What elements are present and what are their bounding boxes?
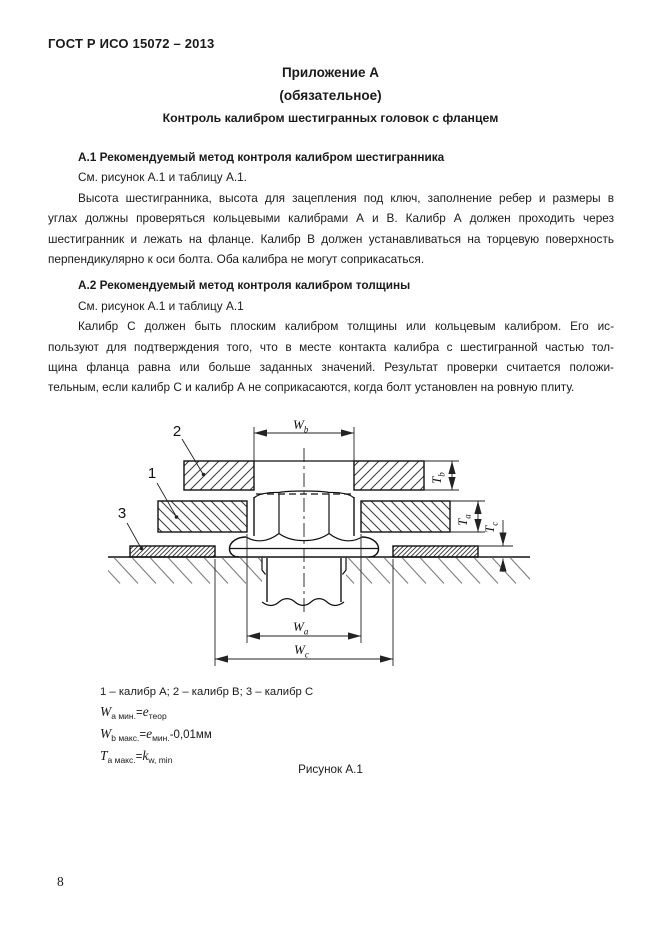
callout-3 (118, 505, 143, 550)
dimension-tb (424, 461, 459, 490)
paragraph-line: тельным, если калибр С и калибр А не соприкасаются, когда болт установлен на ровную плиту. (48, 380, 575, 395)
svg-text:Tc: $T_c$ (482, 521, 500, 533)
section-a2-see: См. рисунок А.1 и таблицу А.1 (78, 298, 244, 313)
svg-text:2: 2 (172, 423, 182, 440)
svg-text:1: 1 (147, 465, 157, 482)
dimension-tc (478, 520, 513, 572)
appendix-title: Приложение А (281, 65, 380, 80)
paragraph-line: Высота шестигранника, высота для зацепления под ключ, заполнение ребер и размеры в (78, 190, 614, 205)
svg-text:Wb: $W_b$ (293, 417, 309, 435)
paragraph-line: шестигранник и лежать на фланце. Калибр В должен устанавливаться на торцевую поверхность (48, 231, 614, 246)
formula-ta-max: $T_{a макс.}=k_{w, min}$ (100, 748, 173, 765)
svg-text:Wc: $W_c$ (294, 642, 309, 660)
section-a2-title: А.2 Рекомендуемый метод контроля калибром толщины (78, 278, 411, 293)
dimension-ta (450, 501, 485, 532)
page-number: 8 (57, 874, 64, 889)
formula-wb-max: $W_{b макс.}=e_{мин.}-0,01мм$ (100, 726, 212, 743)
paragraph-line: щина фланца равна или больше заданных значений. Результат проверки считается положи- (48, 359, 614, 374)
svg-text:Wa: $W_a$ (293, 619, 309, 637)
paragraph-line: пользуют для подтверждения того, что в месте контакта калибра с шестигранной частью тол- (48, 339, 614, 354)
body-text (48, 147, 614, 398)
paragraph-line: углах должны проверяться кольцевыми калибрами А и В. Калибр А должен проходить через (48, 211, 614, 226)
appendix-heading: Контроль калибром шестигранных головок с фланцем (162, 111, 499, 125)
page-header: ГОСТ Р ИСО 15072 – 2013 (48, 36, 215, 51)
ground-hatch (96, 558, 534, 584)
section-a1-title: А.1 Рекомендуемый метод контроля калибром шестигранника (78, 150, 445, 164)
section-a1-see: См. рисунок А.1 и таблицу А.1. (78, 170, 247, 185)
svg-text:3: 3 (117, 505, 127, 522)
paragraph-line: перпендикулярно к оси болта. Оба калибра не могут соприкасаться. (48, 251, 425, 266)
figure-a1-drawing (0, 405, 661, 690)
appendix-subtitle: (обязательное) (279, 88, 382, 103)
paragraph-line: Калибр С должен быть плоским калибром толщины или кольцевым калибром. Его ис- (78, 319, 614, 334)
svg-text:Tb: $T_b$ (429, 472, 447, 484)
formula-wa-min: $W_{a мин.}=e_{теор}$ (100, 704, 167, 721)
svg-text:Ta: $T_a$ (455, 514, 473, 526)
figure-legend: 1 – калибр А; 2 – калибр В; 3 – калибр С (100, 686, 314, 698)
figure-caption: Рисунок А.1 (298, 763, 363, 776)
